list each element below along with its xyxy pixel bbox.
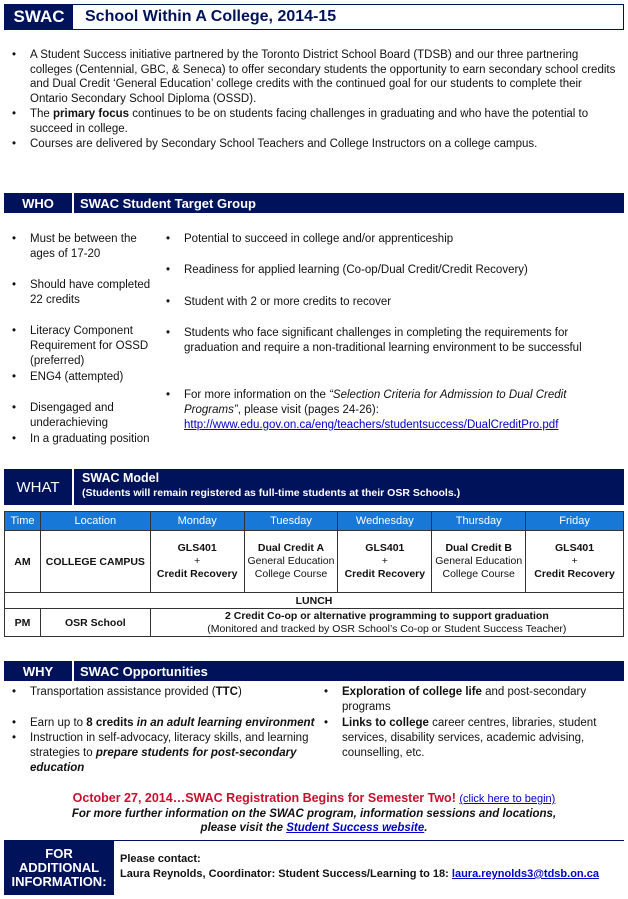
header-monday: Monday (150, 512, 244, 531)
schedule-table (4, 511, 624, 637)
title-tag: SWAC (5, 5, 73, 29)
tuesday-am: Dual Credit A General Education College Course (244, 531, 338, 593)
why-right-list (320, 685, 620, 761)
intro-bullet-3: • Courses are delivered by Secondary School Teachers and College Instructors on a college campus. (10, 137, 618, 152)
why-left-item: • Transportation assistance provided (TTC) (8, 685, 316, 716)
why-left-item: • Instruction in self-advocacy, literacy skills, and learning strategies to prepare students for post-secondary education (8, 731, 316, 776)
who-tag: WHO (4, 193, 74, 213)
am-time: AM (5, 531, 41, 593)
who-right-item: • Student with 2 or more credits to recover (162, 295, 622, 326)
intro-b2-pre: The (30, 108, 54, 120)
schedule-pm-row (5, 609, 624, 637)
thursday-am: Dual Credit B General Education College Course (432, 531, 526, 593)
schedule-am-row (5, 531, 624, 593)
who-info-post: , please visit (pages 24-26): (237, 404, 379, 416)
lunch-cell: LUNCH (5, 593, 624, 609)
header-thursday: Thursday (432, 512, 526, 531)
registration-sub-1: For more further information on the SWAC program, information sessions and locations, (71, 808, 557, 820)
student-success-link[interactable]: Student Success website (286, 822, 425, 834)
who-left-item: • Must be between the ages of 17-20 (8, 232, 156, 278)
pm-location: OSR School (40, 609, 150, 637)
who-left-item: • Should have completed 22 credits (8, 278, 156, 324)
intro-bullet-2 (10, 107, 618, 136)
pm-programming: 2 Credit Co-op or alternative programming to support graduation (Monitored and tracked by OSR School’s Co-op or Student Success Teacher) (150, 609, 623, 637)
who-title: SWAC Student Target Group (80, 195, 256, 211)
primary-focus-text: primary focus (53, 108, 130, 120)
who-info-italic: “Selection Criteria for Admission to Dual Credit Programs” (184, 389, 567, 416)
who-left-item: • In a graduating position (8, 432, 156, 447)
registration-notice (0, 790, 628, 835)
wednesday-am: GLS401 + Credit Recovery (338, 531, 432, 593)
why-left-item: • Earn up to 8 credits in an adult learning environment (8, 716, 316, 731)
intro-bullet-1: • A Student Success initiative partnered by the Toronto District School Board (TDSB) and our three partnering colleges (Centennial, GBC, & Seneca) to offer secondary students the opportunity to earn secondary school credits and Dual Credit ‘General Education’ college credits with the continued goal for our students to complete their Ontario Secondary School Diploma (OSSD). (10, 48, 618, 106)
who-section-bar (4, 193, 624, 213)
what-tag: WHAT (4, 469, 74, 505)
who-info-item (162, 388, 622, 433)
why-left-list (8, 685, 316, 776)
contact-name: Laura Reynolds, Coordinator: Student Success/Learning to 18: (120, 868, 452, 880)
who-left-list (8, 232, 156, 447)
registration-headline: October 27, 2014…SWAC Registration Begins for Semester Two! (72, 791, 456, 805)
additional-info-tag: FOR ADDITIONAL INFORMATION: (4, 840, 114, 895)
registration-sub-2: please visit the Student Success website. (200, 822, 428, 834)
why-title: SWAC Opportunities (80, 663, 208, 679)
contact-label: Please contact: (120, 853, 201, 865)
schedule-lunch-row (5, 593, 624, 609)
who-right-item: • Readiness for applied learning (Co-op/Dual Credit/Credit Recovery) (162, 263, 622, 295)
dual-credit-pdf-link[interactable]: http://www.edu.gov.on.ca/eng/teachers/studentsuccess/DualCreditPro.pdf (184, 419, 559, 431)
header-time: Time (5, 512, 41, 531)
header-friday: Friday (526, 512, 624, 531)
am-location: COLLEGE CAMPUS (40, 531, 150, 593)
header-tuesday: Tuesday (244, 512, 338, 531)
intro-b2-post: continues to be on students facing challenges in graduating and who have the potential to succeed in college. (30, 108, 589, 135)
why-right-item: • Exploration of college life and post-secondary programs (320, 685, 620, 716)
why-section-bar (4, 661, 624, 681)
friday-am: GLS401 + Credit Recovery (526, 531, 624, 593)
page-title: School Within A College, 2014-15 (73, 5, 623, 29)
registration-link[interactable]: (click here to begin) (459, 793, 556, 805)
header-location: Location (40, 512, 150, 531)
title-bar (4, 4, 624, 30)
header-wednesday: Wednesday (338, 512, 432, 531)
who-left-item: • ENG4 (attempted) (8, 370, 156, 401)
who-info-pre: For more information on the (184, 389, 330, 401)
schedule-header-row (5, 512, 624, 531)
contact-email-link[interactable]: laura.reynolds3@tdsb.on.ca (451, 868, 599, 880)
who-right-list (162, 232, 622, 433)
why-right-item: • Links to college career centres, libraries, student services, disability services, academic advising, counselling, etc. (320, 716, 620, 761)
what-section-bar (4, 469, 624, 505)
who-right-item: • Students who face significant challenges in completing the requirements for graduation and require a non-traditional learning environment to be successful (162, 326, 622, 388)
monday-am: GLS401 + Credit Recovery (150, 531, 244, 593)
why-tag: WHY (4, 661, 74, 681)
who-left-item: • Literacy Component Requirement for OSSD (preferred) (8, 324, 156, 370)
what-subtitle: (Students will remain registered as full-time students at their OSR Schools.) (82, 487, 461, 499)
what-title: SWAC Model (82, 471, 160, 485)
who-left-item: • Disengaged and underachieving (8, 401, 156, 432)
pm-time: PM (5, 609, 41, 637)
intro-list (10, 48, 618, 153)
who-right-item: • Potential to succeed in college and/or apprenticeship (162, 232, 622, 263)
contact-info (120, 852, 620, 882)
